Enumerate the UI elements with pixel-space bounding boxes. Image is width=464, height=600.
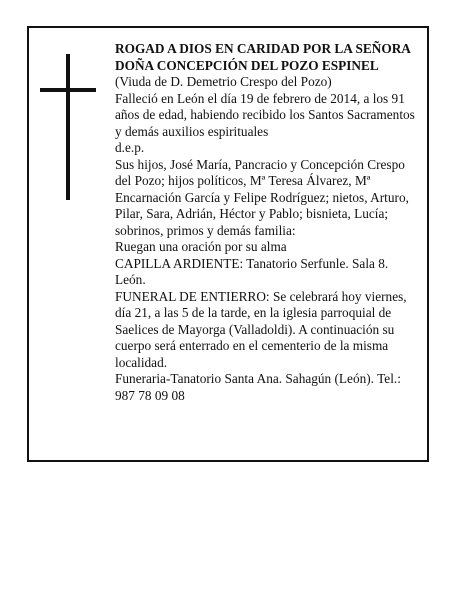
- prayer-line: Ruegan una oración por su alma: [115, 239, 287, 254]
- funeral-paragraph: FUNERAL DE ENTIERRO: Se celebrará hoy viernes, día 21, a las 5 de la tarde, en la iglesia parroquial de Saelices de Mayorga (Valladoldi). A continuación su cuerpo será enterrado en el cementerio de la misma localidad.: [115, 288, 407, 370]
- heading-line-1: ROGAD A DIOS EN CARIDAD POR LA SEÑORA: [115, 41, 411, 56]
- funeral-home-paragraph: Funeraria-Tanatorio Santa Ana. Sahagún (León). Tel.: 987 78 09 08: [115, 371, 401, 403]
- family-paragraph: Sus hijos, José María, Pancracio y Concepción Crespo del Pozo; hijos políticos, Mª Teresa Álvarez, Mª Encarnación García y Felipe Rodríguez; nietos, Arturo, Pilar, Sara, Adrián, Héctor y Pablo; bisnieta, Lucía; sobrinos, primos y demás familia:: [115, 156, 409, 238]
- notice-text: [115, 41, 419, 404]
- chapel-paragraph: CAPILLA ARDIENTE: Tanatorio Serfunle. Sala 8. León.: [115, 255, 389, 287]
- dep-line: d.e.p.: [115, 140, 145, 155]
- cross-icon: [40, 54, 96, 200]
- widow-line: (Viuda de D. Demetrio Crespo del Pozo): [115, 74, 332, 89]
- heading-line-2: DOÑA CONCEPCIÓN DEL POZO ESPINEL: [115, 57, 379, 73]
- obituary-notice: [27, 26, 429, 462]
- death-paragraph: Falleció en León el día 19 de febrero de 2014, a los 91 años de edad, habiendo recibido los Santos Sacramentos y demás auxilios espirituales: [115, 90, 415, 139]
